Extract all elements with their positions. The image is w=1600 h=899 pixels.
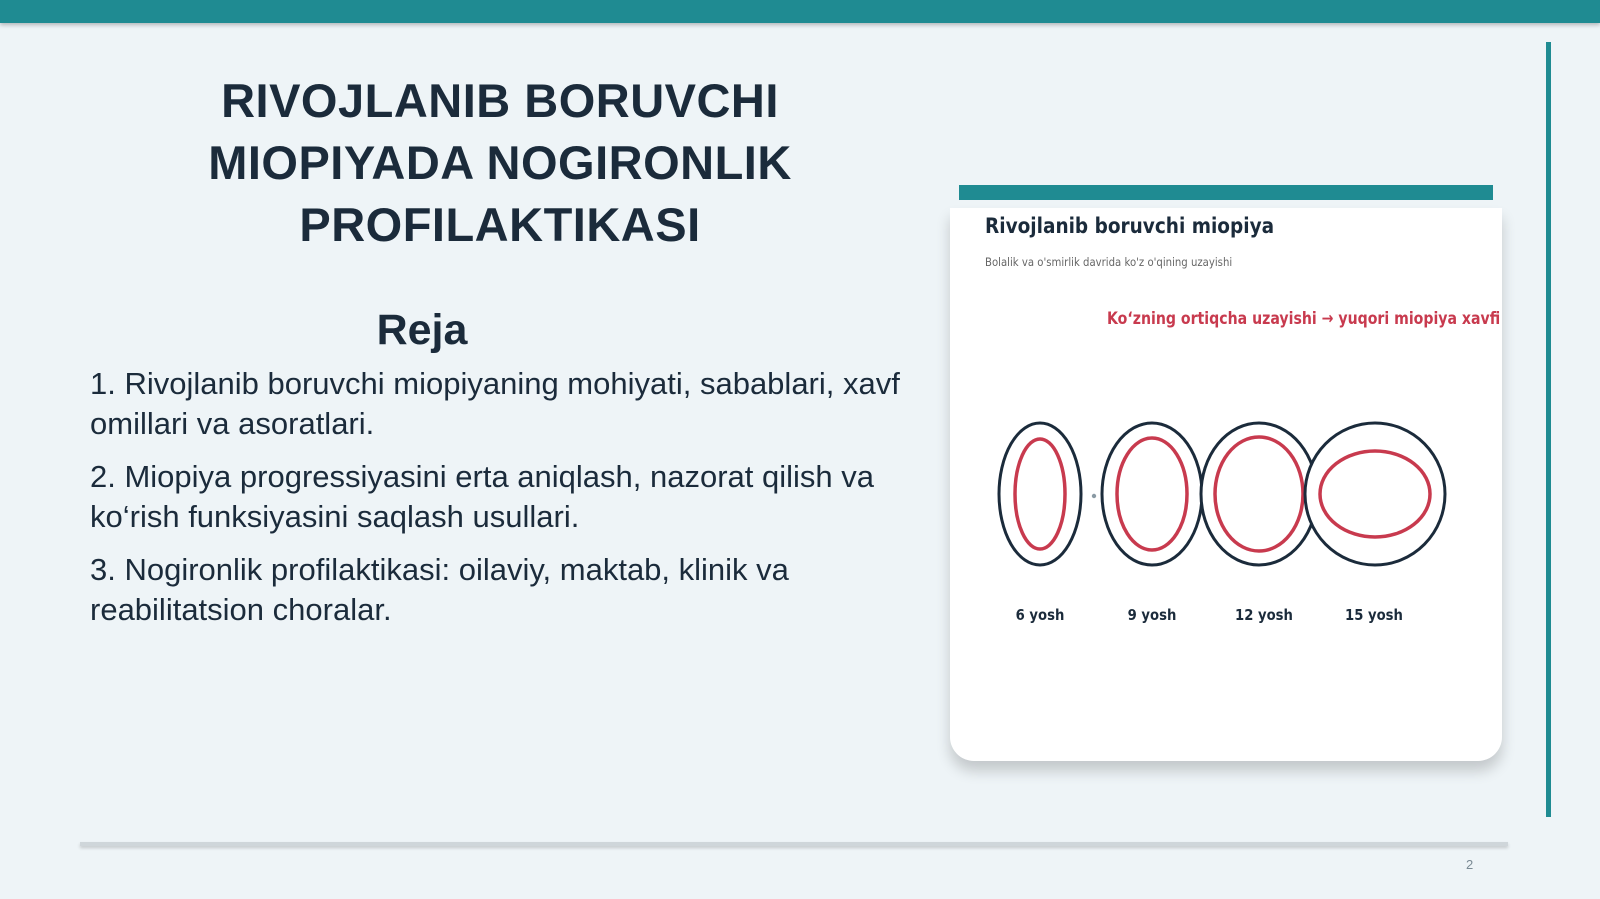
page-number: 2 (1466, 857, 1474, 872)
risk-label: Ko‘zning ortiqcha uzayishi → yuqori miopiya xavfi (1107, 309, 1501, 329)
right-accent-bar (1546, 42, 1551, 817)
separator-dot (1092, 494, 1096, 498)
plan-list (90, 364, 920, 643)
age-label: 9 yosh (1127, 606, 1177, 624)
footer-divider (80, 842, 1508, 846)
plan-item: 3. Nogironlik profilaktikasi: oilaviy, maktab, klinik va reabilitatsion choralar. (90, 552, 789, 627)
eye-elongation-diagram (990, 412, 1460, 572)
plan-item: 1. Rivojlanib boruvchi miopiyaning mohiyati, sabablari, xavf omillari va asoratlari. (90, 366, 900, 441)
plan-item: 2. Miopiya progressiyasini erta aniqlash, nazorat qilish va ko‘rish funksiyasini saqlash usullari. (90, 459, 875, 534)
illustration-card-accent (959, 185, 1493, 200)
age-label: 12 yosh (1235, 606, 1293, 624)
age-label: 6 yosh (1015, 606, 1065, 624)
slide-title (100, 70, 900, 256)
slide-title-line: MIOPIYADA NOGIRONLIK (208, 136, 792, 189)
plan-heading: Reja (376, 306, 468, 354)
age-label: 15 yosh (1345, 606, 1403, 624)
eye-12-yosh (1201, 423, 1317, 565)
illustration-title: Rivojlanib boruvchi miopiya (985, 214, 1275, 238)
slide-title-line: PROFILAKTIKASI (299, 198, 701, 251)
eye-6-yosh (999, 423, 1081, 565)
slide-title-line: RIVOJLANIB BORUVCHI (221, 74, 779, 127)
eye-9-yosh (1102, 423, 1202, 565)
illustration-subtitle: Bolalik va o'smirlik davrida ko'z o'qining uzayishi (985, 255, 1233, 269)
top-accent-bar (0, 0, 1600, 23)
eye-15-yosh (1305, 423, 1445, 565)
